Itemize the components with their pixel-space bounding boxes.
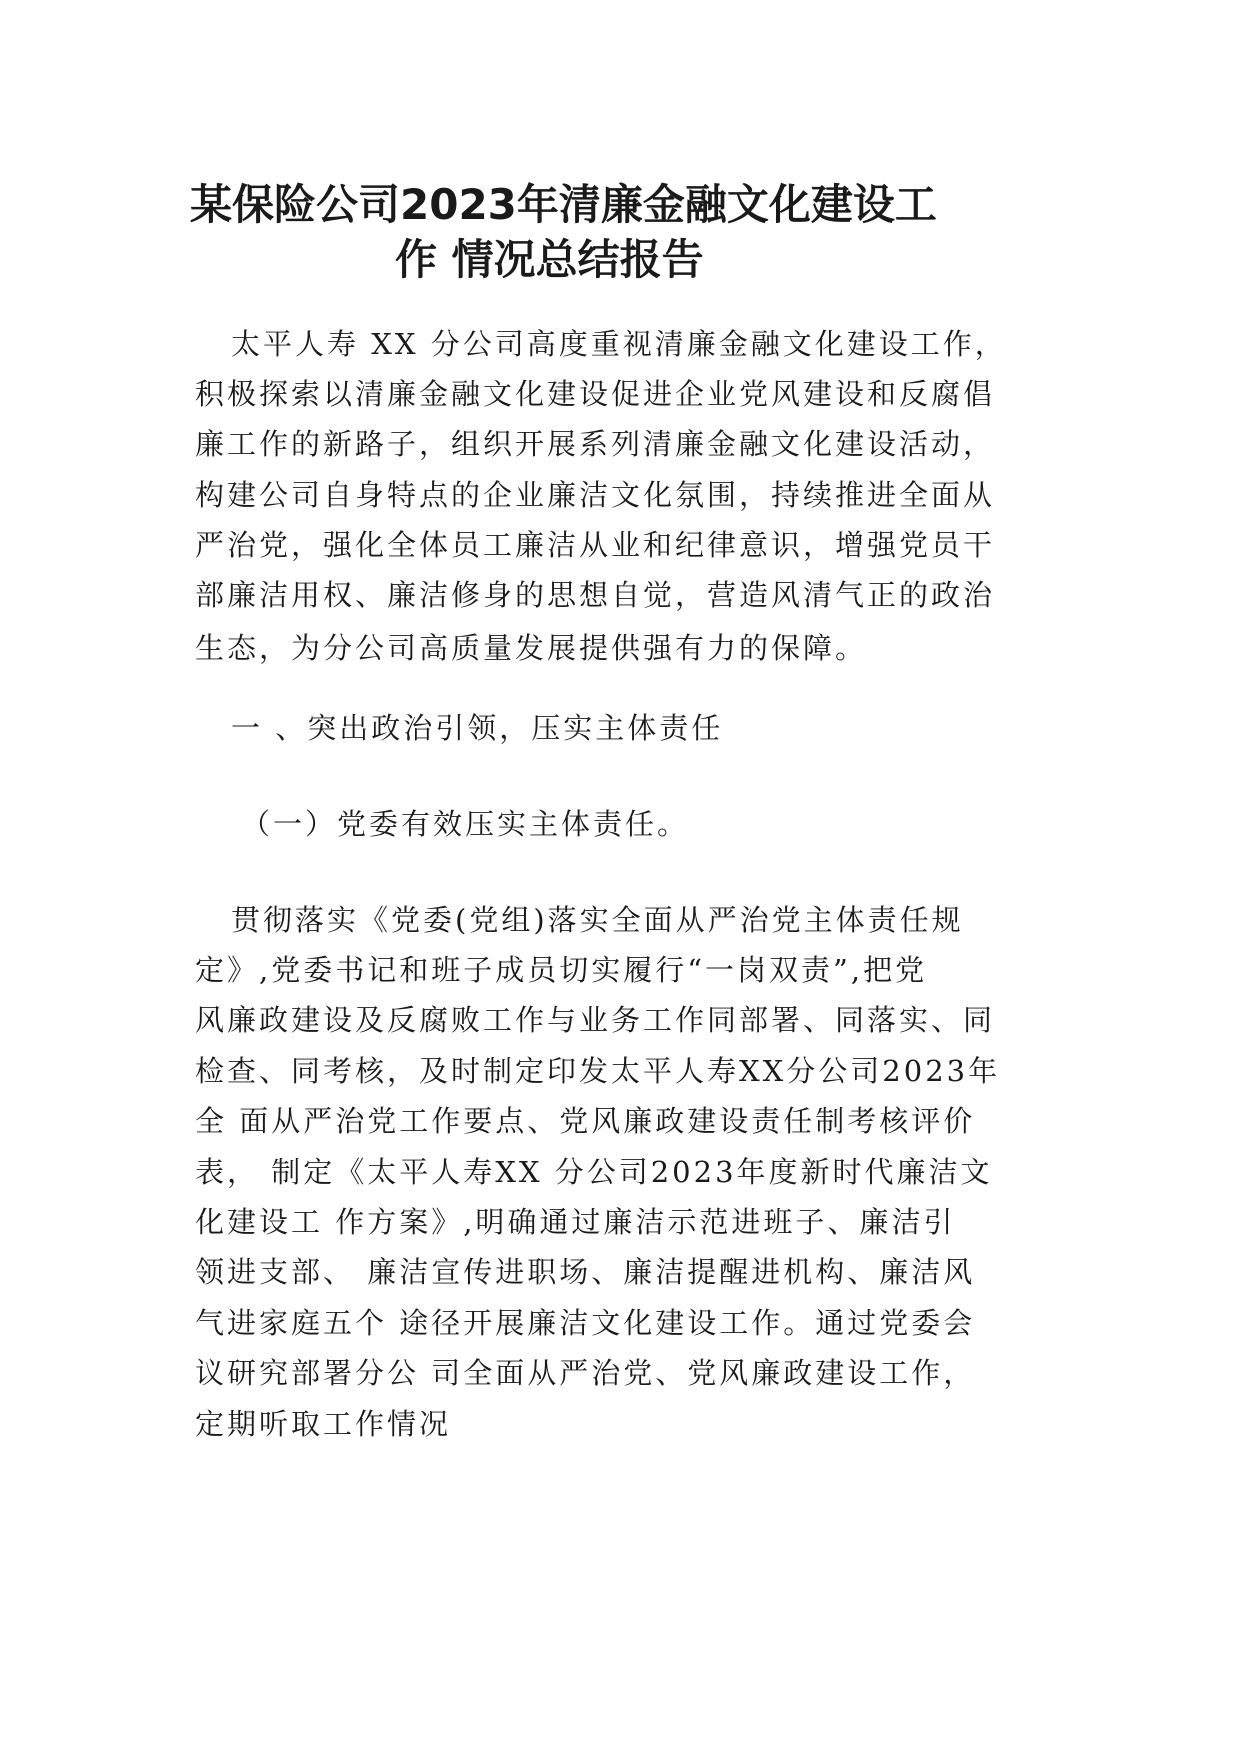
- intro-line: 严治党，强化全体员工廉洁从业和纪律意识，增强党员干: [195, 528, 996, 562]
- intro-line: 太平人寿 XX 分公司高度重视清廉金融文化建设工作，: [231, 327, 1007, 361]
- intro-line: 廉工作的新路子，组织开展系列清廉金融文化建设活动，: [195, 427, 996, 461]
- intro-line: 构建公司自身特点的企业廉洁文化氛围，持续推进全面从: [195, 478, 996, 512]
- body-line: 化建设工 作方案》,明确通过廉洁示范进班子、廉洁引: [195, 1205, 956, 1239]
- document-title-line-2: 作 情况总结报告: [395, 235, 704, 284]
- body-line: 定期听取工作情况: [195, 1407, 452, 1441]
- intro-line: 生态，为分公司高质量发展提供强有力的保障。: [195, 631, 868, 665]
- body-line: 表， 制定《太平人寿XX 分公司2023年度新时代廉洁文: [195, 1155, 993, 1189]
- body-line: 贯彻落实《党委(党组)落实全面从严治党主体责任规: [231, 903, 964, 937]
- intro-line: 部廉洁用权、廉洁修身的思想自觉，营造风清气正的政治: [195, 578, 996, 612]
- intro-line: 积极探索以清廉金融文化建设促进企业党风建设和反腐倡: [195, 377, 996, 411]
- body-line: 检查、同考核，及时制定印发太平人寿XX分公司2023年: [195, 1054, 1001, 1088]
- body-line: 风廉政建设及反腐败工作与业务工作同部署、同落实、同: [195, 1003, 996, 1037]
- body-line: 议研究部署分公 司全面从严治党、党风廉政建设工作，: [195, 1356, 976, 1390]
- section-1-heading: 一 、突出政治引领，压实主体责任: [231, 711, 724, 745]
- subsection-1-heading: （一）党委有效压实主体责任。: [241, 807, 690, 841]
- document-title-line-1: 某保险公司2023年清廉金融文化建设工: [190, 180, 937, 229]
- body-line: 全 面从严治党工作要点、党风廉政建设责任制考核评价: [195, 1104, 976, 1138]
- body-line: 定》,党委书记和班子成员切实履行“一岗双责”,把党: [195, 953, 928, 987]
- body-line: 领进支部、 廉洁宣传进职场、廉洁提醒进机构、廉洁风: [195, 1255, 976, 1289]
- body-line: 气进家庭五个 途径开展廉洁文化建设工作。通过党委会: [195, 1306, 976, 1340]
